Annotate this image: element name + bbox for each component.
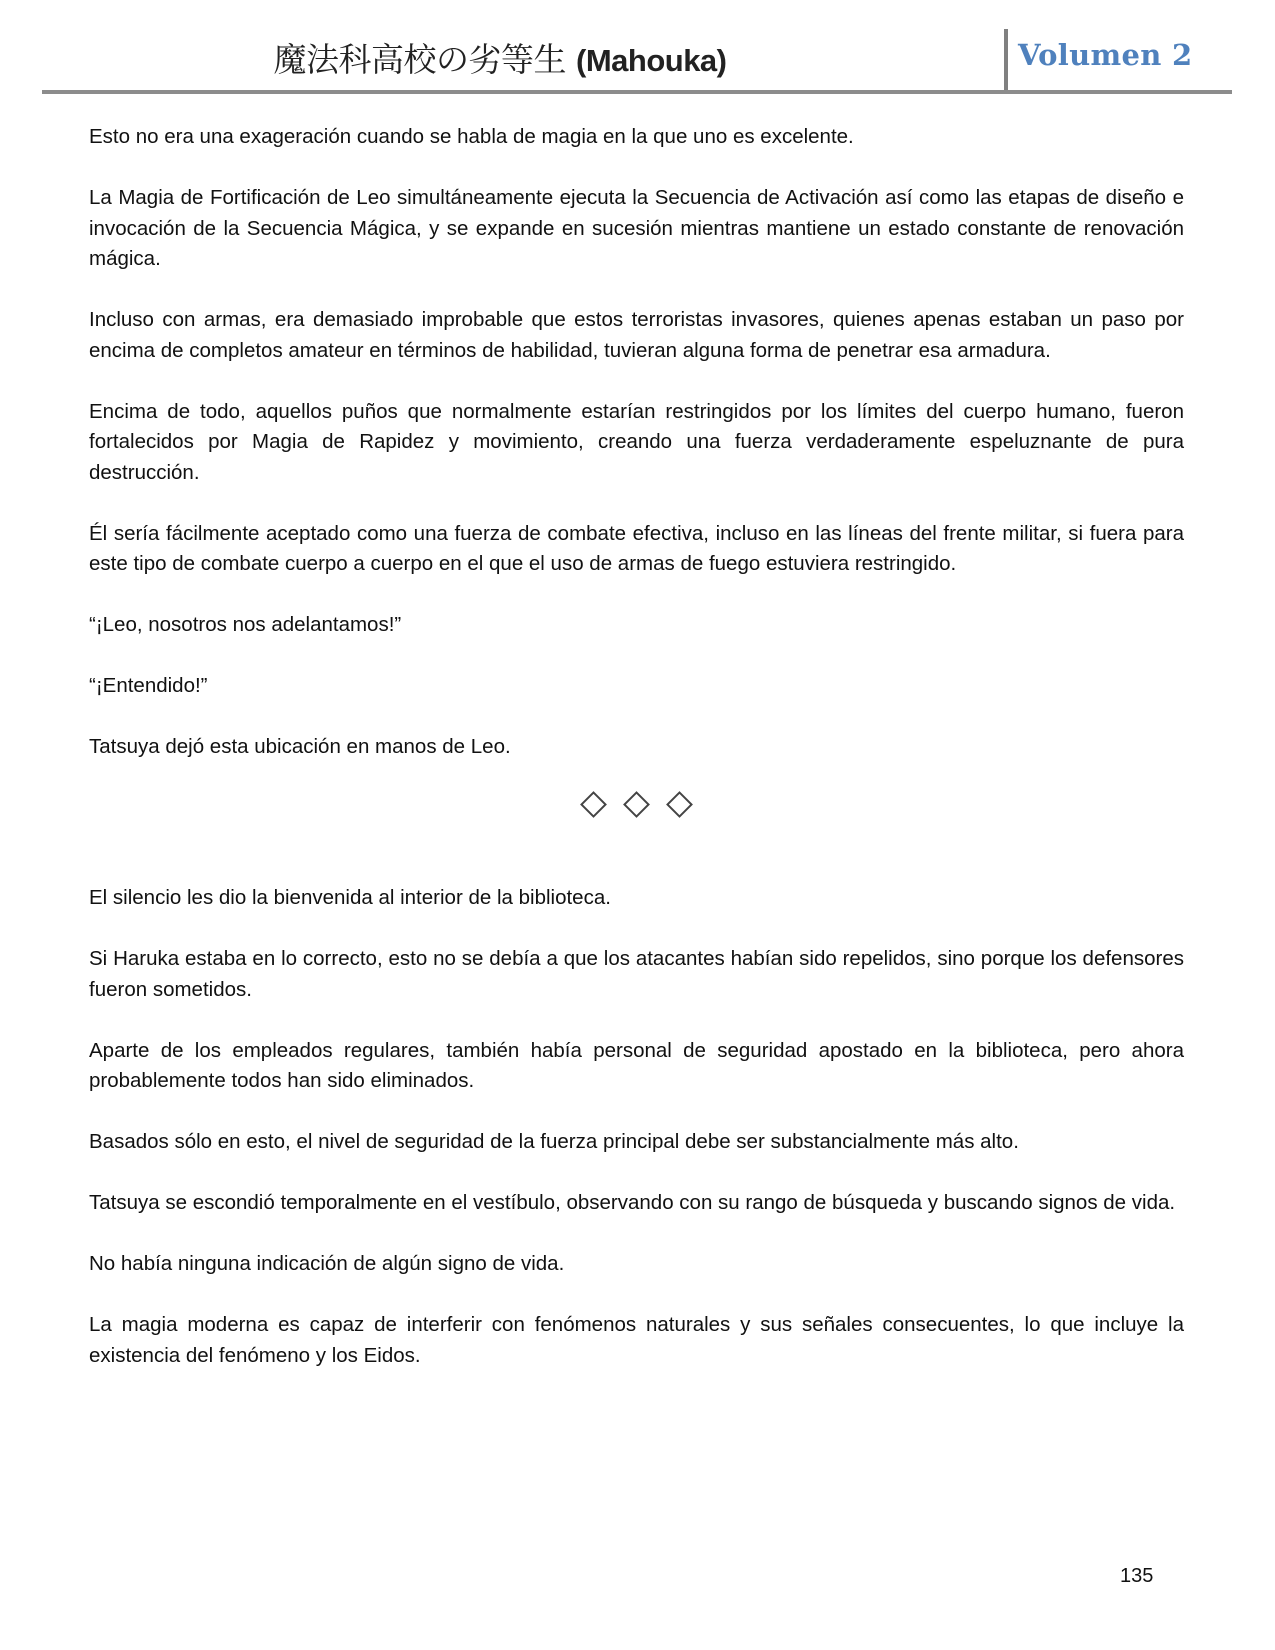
body-text bbox=[89, 122, 1184, 1402]
diamond-outline-icon bbox=[580, 791, 607, 818]
paragraph: Si Haruka estaba en lo correcto, esto no se debía a que los atacantes habían sido repelidos, sino porque los defensores fueron sometidos. bbox=[89, 947, 1184, 1001]
paragraph: La Magia de Fortificación de Leo simultáneamente ejecuta la Secuencia de Activación así como las etapas de diseño e invocación de la Secuencia Mágica, y se expande en sucesión mientras mantiene un estado constante de renovación mágica. bbox=[89, 186, 1184, 270]
running-header-title bbox=[0, 34, 1000, 81]
paragraph: Tatsuya dejó esta ubicación en manos de Leo. bbox=[89, 735, 511, 758]
header-vertical-divider bbox=[1004, 29, 1008, 92]
dialogue-paragraph: “¡Entendido!” bbox=[89, 674, 208, 697]
paragraph: Tatsuya se escondió temporalmente en el vestíbulo, observando con su rango de búsqueda y buscando signos de vida. bbox=[89, 1191, 1176, 1214]
dialogue-paragraph: “¡Leo, nosotros nos adelantamos!” bbox=[89, 613, 402, 636]
scene-break bbox=[89, 793, 1184, 823]
paragraph: Incluso con armas, era demasiado improbable que estos terroristas invasores, quienes apenas estaban un paso por encima de completos amateur en términos de habilidad, tuvieran alguna forma de penetrar esa armadura. bbox=[89, 308, 1184, 362]
diamond-outline-icon bbox=[623, 791, 650, 818]
paragraph: Encima de todo, aquellos puños que normalmente estarían restringidos por los límites del cuerpo humano, fueron fortalecidos por Magia de Rapidez y movimiento, creando una fuerza verdaderamente espeluznante de pura destrucción. bbox=[89, 399, 1184, 484]
paragraph: Él sería fácilmente aceptado como una fuerza de combate efectiva, incluso en las líneas del frente militar, si fuera para este tipo de combate cuerpo a cuerpo en el que el uso de armas de fuego estuviera restringido. bbox=[89, 521, 1184, 575]
page-number: 135 bbox=[1120, 1565, 1154, 1587]
header-title-japanese: 魔法科高校の劣等生 bbox=[273, 40, 566, 79]
paragraph: Aparte de los empleados regulares, también había personal de seguridad apostado en la biblioteca, pero ahora probablemente todos han sido eliminados. bbox=[89, 1038, 1184, 1092]
paragraph: No había ninguna indicación de algún signo de vida. bbox=[89, 1252, 565, 1275]
header-title-latin: (Mahouka) bbox=[576, 43, 727, 78]
paragraph: Esto no era una exageración cuando se habla de magia en la que uno es excelente. bbox=[89, 125, 854, 148]
paragraph: El silencio les dio la bienvenida al interior de la biblioteca. bbox=[89, 886, 611, 909]
header-volume-label: Volumen 2 bbox=[1018, 38, 1193, 72]
diamond-outline-icon bbox=[666, 791, 693, 818]
header-rule bbox=[42, 90, 1232, 94]
paragraph: Basados sólo en esto, el nivel de seguridad de la fuerza principal debe ser substancialmente más alto. bbox=[89, 1130, 1019, 1153]
paragraph: La magia moderna es capaz de interferir con fenómenos naturales y sus señales consecuentes, lo que incluye la existencia del fenómeno y los Eidos. bbox=[89, 1313, 1184, 1367]
